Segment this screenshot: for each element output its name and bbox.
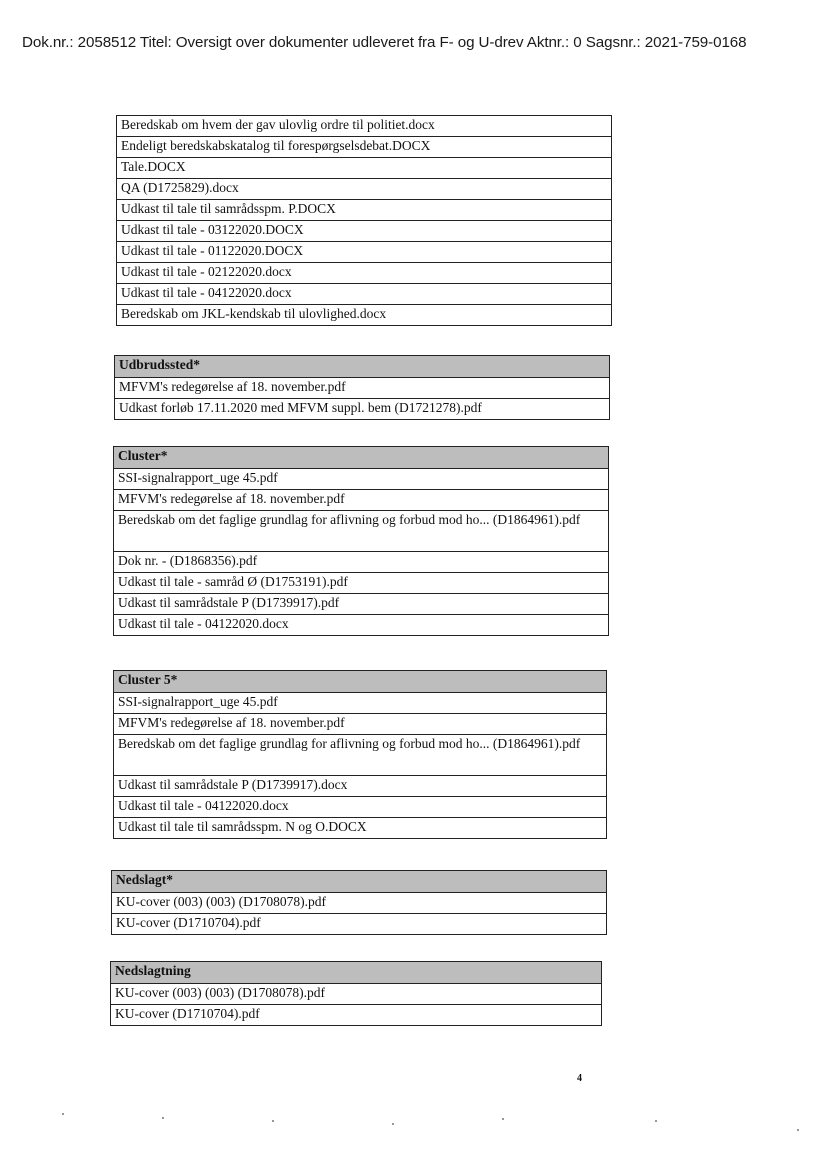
section-header-row (114, 447, 609, 469)
table-row (115, 399, 610, 420)
table-row (111, 1005, 602, 1026)
file-name-cell: SSI-signalrapport_uge 45.pdf (114, 693, 607, 714)
document-table-cluster (113, 446, 609, 636)
file-name-cell: Beredskab om JKL-kendskab til ulovlighed.docx (117, 305, 612, 326)
table-row (117, 116, 612, 137)
section-header-row (114, 671, 607, 693)
table-row (114, 573, 609, 594)
section-title: Udbrudssted* (115, 356, 610, 378)
page-number: 4 (577, 1073, 582, 1084)
section-title: Nedslagt* (112, 871, 607, 893)
file-name-cell: Udkast til tale - 04122020.docx (117, 284, 612, 305)
table-row (114, 469, 609, 490)
file-name-cell: Udkast forløb 17.11.2020 med MFVM suppl. bem (D1721278).pdf (115, 399, 610, 420)
file-name-cell: Udkast til tale - 01122020.DOCX (117, 242, 612, 263)
scan-speck (272, 1120, 274, 1122)
scan-speck (797, 1129, 799, 1131)
table-row (114, 735, 607, 776)
scan-speck (62, 1113, 64, 1115)
section-title: Cluster* (114, 447, 609, 469)
section-header-row (112, 871, 607, 893)
table-row (117, 221, 612, 242)
table-row (117, 200, 612, 221)
table-row (117, 305, 612, 326)
file-name-cell: Udkast til tale til samrådsspm. N og O.DOCX (114, 818, 607, 839)
file-name-cell: Udkast til tale - samråd Ø (D1753191).pdf (114, 573, 609, 594)
scan-speck (655, 1120, 657, 1122)
file-name-cell: KU-cover (003) (003) (D1708078).pdf (111, 984, 602, 1005)
table-row (114, 797, 607, 818)
table-row (114, 776, 607, 797)
file-name-cell: Udkast til tale til samrådsspm. P.DOCX (117, 200, 612, 221)
file-name-cell: MFVM's redegørelse af 18. november.pdf (114, 714, 607, 735)
table-row (117, 179, 612, 200)
file-name-cell: Beredskab om hvem der gav ulovlig ordre til politiet.docx (117, 116, 612, 137)
table-row (112, 914, 607, 935)
file-name-cell: MFVM's redegørelse af 18. november.pdf (115, 378, 610, 399)
scan-speck (162, 1117, 164, 1119)
file-name-cell: Beredskab om det faglige grundlag for aflivning og forbud mod ho... (D1864961).pdf (114, 511, 609, 552)
document-table-1 (116, 115, 612, 326)
table-row (117, 242, 612, 263)
file-name-cell: QA (D1725829).docx (117, 179, 612, 200)
file-name-cell: MFVM's redegørelse af 18. november.pdf (114, 490, 609, 511)
document-table-nedslagt (111, 870, 607, 935)
table-row (117, 158, 612, 179)
table-row (117, 137, 612, 158)
file-name-cell: Tale.DOCX (117, 158, 612, 179)
file-name-cell: KU-cover (D1710704).pdf (112, 914, 607, 935)
section-title: Nedslagtning (111, 962, 602, 984)
table-row (114, 511, 609, 552)
file-name-cell: Udkast til tale - 04122020.docx (114, 615, 609, 636)
file-name-cell: KU-cover (003) (003) (D1708078).pdf (112, 893, 607, 914)
document-table-cluster-5 (113, 670, 607, 839)
file-name-cell: Udkast til samrådstale P (D1739917).docx (114, 776, 607, 797)
table-row (114, 714, 607, 735)
section-header-row (111, 962, 602, 984)
table-row (114, 490, 609, 511)
table-row (114, 594, 609, 615)
file-name-cell: SSI-signalrapport_uge 45.pdf (114, 469, 609, 490)
table-row (114, 818, 607, 839)
table-row (114, 693, 607, 714)
section-title: Cluster 5* (114, 671, 607, 693)
scan-speck (392, 1123, 394, 1125)
table-row (111, 984, 602, 1005)
table-row (114, 615, 609, 636)
document-table-udbrudssted (114, 355, 610, 420)
file-name-cell: Udkast til tale - 04122020.docx (114, 797, 607, 818)
file-name-cell: Endeligt beredskabskatalog til forespørgselsdebat.DOCX (117, 137, 612, 158)
document-header: Dok.nr.: 2058512 Titel: Oversigt over dokumenter udleveret fra F- og U-drev Aktnr.: 0 Sagsnr.: 2021-759-0168 (22, 34, 747, 51)
section-header-row (115, 356, 610, 378)
table-row (117, 263, 612, 284)
document-table-nedslagtning (110, 961, 602, 1026)
file-name-cell: Udkast til tale - 03122020.DOCX (117, 221, 612, 242)
file-name-cell: Udkast til tale - 02122020.docx (117, 263, 612, 284)
file-name-cell: Udkast til samrådstale P (D1739917).pdf (114, 594, 609, 615)
table-row (112, 893, 607, 914)
file-name-cell: Dok nr. - (D1868356).pdf (114, 552, 609, 573)
table-row (114, 552, 609, 573)
table-row (115, 378, 610, 399)
table-row (117, 284, 612, 305)
file-name-cell: Beredskab om det faglige grundlag for aflivning og forbud mod ho... (D1864961).pdf (114, 735, 607, 776)
scan-speck (502, 1118, 504, 1120)
file-name-cell: KU-cover (D1710704).pdf (111, 1005, 602, 1026)
